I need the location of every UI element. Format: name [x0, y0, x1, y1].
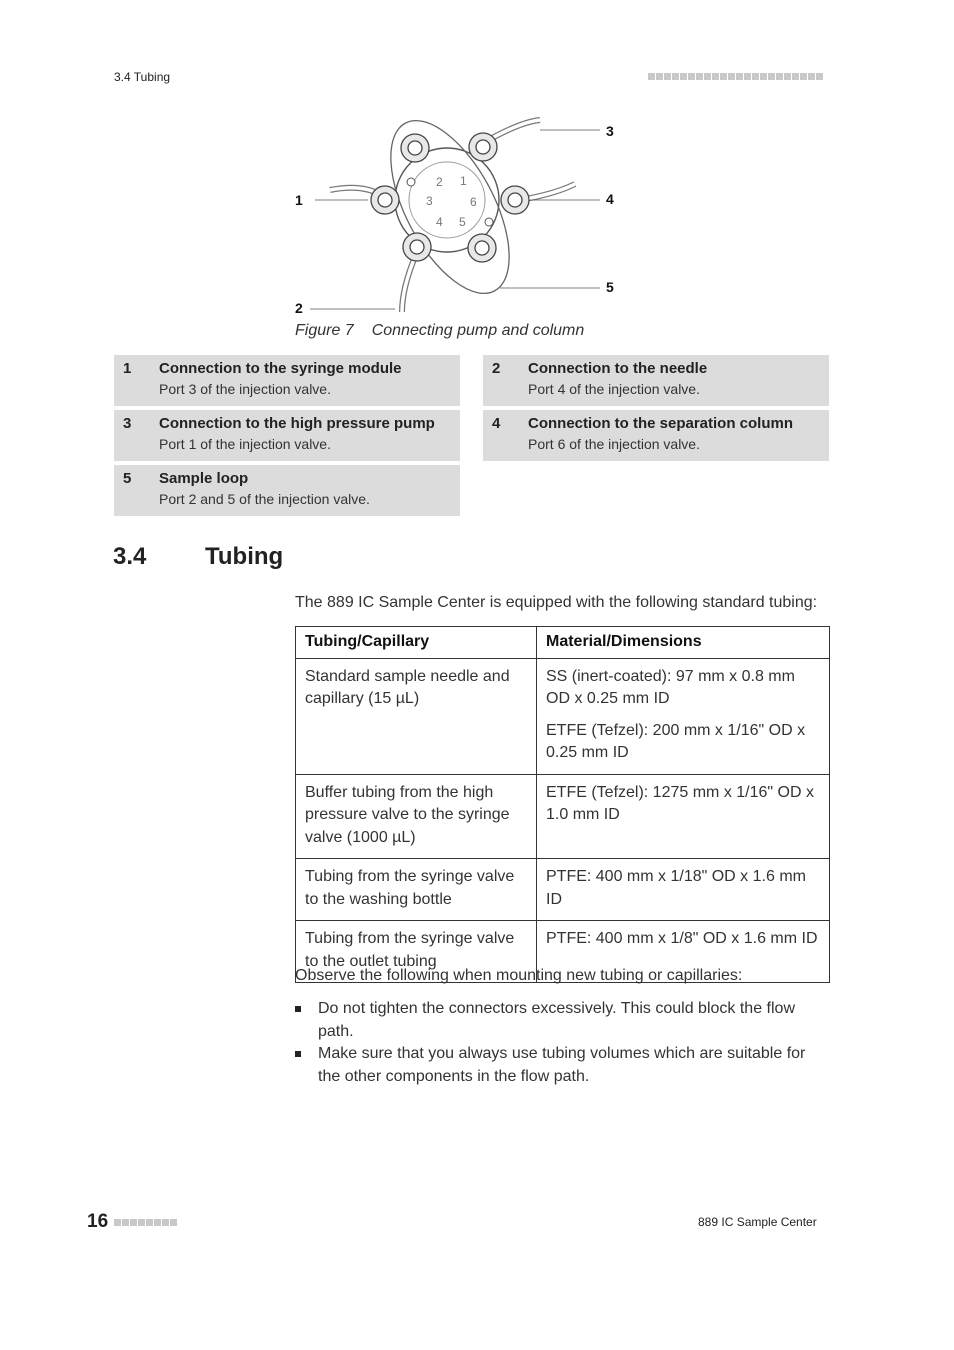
callout-1: 1: [295, 192, 303, 208]
callout-4: 4: [606, 191, 614, 207]
tubing-cell: Tubing from the syringe valve to the washing bottle: [296, 859, 537, 921]
legend-item: [483, 355, 829, 406]
legend-description: Port 1 of the injection valve.: [159, 436, 331, 452]
running-header: 3.4 Tubing: [114, 70, 171, 84]
header-decoration: [648, 73, 823, 80]
callout-3: 3: [606, 123, 614, 139]
port-number: 2: [436, 175, 443, 189]
footer-product: 889 IC Sample Center: [698, 1215, 817, 1229]
port-number: 3: [426, 194, 433, 208]
figure-number: Figure 7: [295, 322, 354, 339]
bullet-icon: [295, 1006, 301, 1012]
figure-caption-text: Connecting pump and column: [371, 322, 585, 339]
legend-description: Port 4 of the injection valve.: [528, 381, 700, 397]
material-line: ETFE (Tefzel): 1275 mm x 1/16" OD x 1.0 mm ID: [546, 783, 814, 823]
bullet-icon: [295, 1051, 301, 1057]
legend-description: Port 6 of the injection valve.: [528, 436, 700, 452]
material-cell: [537, 774, 830, 859]
legend-number: 2: [492, 360, 501, 377]
tubing-cell: Buffer tubing from the high pressure valve to the syringe valve (1000 µL): [296, 774, 537, 859]
table-row: [296, 774, 830, 859]
material-line: PTFE: 400 mm x 1/18" OD x 1.6 mm ID: [546, 868, 806, 908]
table-header-row: [296, 627, 830, 659]
figure-caption: [295, 322, 584, 340]
list-item-text: Make sure that you always use tubing volumes which are suitable for the other components in the flow path.: [318, 1045, 806, 1085]
legend-number: 3: [123, 415, 132, 432]
legend-item: [114, 410, 460, 461]
legend-title: Connection to the separation column: [528, 415, 794, 432]
injection-valve-illustration: [290, 112, 630, 322]
legend-title: Connection to the needle: [528, 360, 708, 377]
tubing-cell: Standard sample needle and capillary (15 µL): [296, 658, 537, 774]
legend-title: Connection to the syringe module: [159, 360, 402, 377]
legend-title: Sample loop: [159, 470, 249, 487]
page-number: 16: [87, 1211, 109, 1232]
legend-item: [114, 355, 460, 406]
list-item-text: Do not tighten the connectors excessively. This could block the flow path.: [318, 1000, 795, 1040]
callout-2: 2: [295, 300, 303, 316]
legend-number: 4: [492, 415, 501, 432]
legend-item: [114, 465, 460, 516]
column-header: Material/Dimensions: [537, 627, 830, 659]
tubing-cell: Tubing from the syringe valve to the outlet tubing: [296, 921, 537, 983]
section-number: 3.4: [113, 543, 147, 570]
observe-paragraph: Observe the following when mounting new tubing or capillaries:: [295, 967, 743, 984]
port-number: 4: [436, 215, 443, 229]
material-cell: [537, 658, 830, 774]
port-number: 1: [460, 174, 467, 188]
bullet-list: [295, 998, 825, 1088]
legend-number: 1: [123, 360, 132, 377]
column-header: Tubing/Capillary: [296, 627, 537, 659]
intro-paragraph: The 889 IC Sample Center is equipped with the following standard tubing:: [295, 594, 818, 611]
legend-item: [483, 410, 829, 461]
legend-description: Port 2 and 5 of the injection valve.: [159, 491, 370, 507]
material-line: ETFE (Tefzel): 200 mm x 1/16" OD x 0.25 mm ID: [546, 721, 806, 761]
tubing-table: [295, 626, 830, 983]
material-line: PTFE: 400 mm x 1/8" OD x 1.6 mm ID: [546, 930, 818, 947]
port-number: 5: [459, 215, 466, 229]
legend-description: Port 3 of the injection valve.: [159, 381, 331, 397]
port-number: 6: [470, 195, 477, 209]
list-item: [295, 998, 825, 1043]
table-row: [296, 859, 830, 921]
section-title: Tubing: [205, 543, 284, 570]
legend-number: 5: [123, 470, 132, 487]
legend-title: Connection to the high pressure pump: [159, 415, 435, 432]
footer-decoration: [114, 1219, 177, 1226]
material-cell: [537, 859, 830, 921]
valve-figure: [290, 112, 630, 322]
material-line: SS (inert-coated): 97 mm x 0.8 mm OD x 0.25 mm ID: [546, 667, 795, 707]
callout-5: 5: [606, 279, 614, 295]
list-item: [295, 1043, 825, 1088]
table-row: [296, 658, 830, 774]
